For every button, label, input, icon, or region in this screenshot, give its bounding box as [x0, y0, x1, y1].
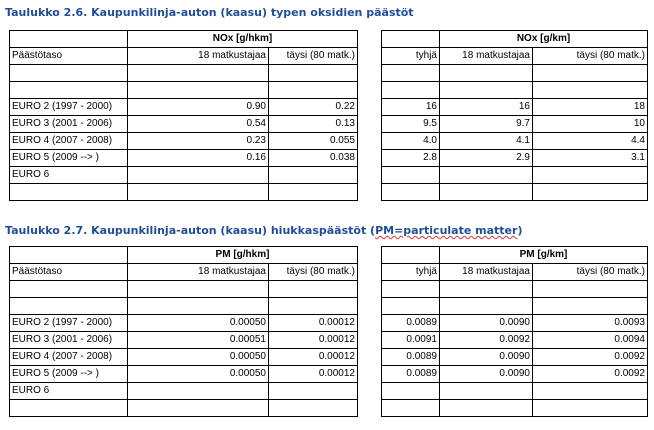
row-label: EURO 5 (2009 --> ) — [10, 366, 128, 383]
cell-value — [440, 383, 533, 400]
table-row — [10, 315, 648, 332]
caption-text: Taulukko 2.7. Kaupunkilinja-auton (kaasu) hiukkaspäästöt ( — [5, 224, 376, 237]
table-row — [10, 133, 648, 150]
pm-table — [9, 246, 648, 417]
table-row — [10, 332, 648, 349]
cell-value — [382, 167, 440, 184]
subheader-full: täysi (80 matk.) — [533, 264, 648, 281]
subheader-18-passengers: 18 matkustajaa — [128, 48, 269, 65]
cell-value: 0.0090 — [440, 315, 533, 332]
cell-value: 0.0089 — [382, 315, 440, 332]
cell-value: 0.13 — [269, 116, 358, 133]
emission-level-label: Päästötaso — [10, 48, 128, 65]
row-label: EURO 2 (1997 - 2000) — [10, 99, 128, 116]
cell-value: 0.00012 — [269, 349, 358, 366]
subheader-full: täysi (80 matk.) — [269, 264, 358, 281]
table-row — [10, 150, 648, 167]
table-row — [10, 116, 648, 133]
cell-value: 9.5 — [382, 116, 440, 133]
cell-value: 16 — [382, 99, 440, 116]
cell-value: 0.0091 — [382, 332, 440, 349]
cell-value: 0.0092 — [440, 332, 533, 349]
subheader-empty: tyhjä — [382, 48, 440, 65]
nox-table — [9, 30, 648, 201]
cell-value: 0.038 — [269, 150, 358, 167]
cell-value: 0.00012 — [269, 366, 358, 383]
subheader-full: täysi (80 matk.) — [269, 48, 358, 65]
row-label: EURO 6 — [10, 383, 128, 400]
cell-value: 0.00051 — [128, 332, 269, 349]
cell-value — [533, 167, 648, 184]
table-row — [10, 349, 648, 366]
cell-value: 0.16 — [128, 150, 269, 167]
cell-value: 4.4 — [533, 133, 648, 150]
cell-value: 2.9 — [440, 150, 533, 167]
cell-value: 0.54 — [128, 116, 269, 133]
cell-value — [128, 383, 269, 400]
cell-value — [128, 167, 269, 184]
cell-value: 0.00050 — [128, 366, 269, 383]
emission-level-label: Päästötaso — [10, 264, 128, 281]
cell-value: 0.0094 — [533, 332, 648, 349]
cell-value: 0.0092 — [533, 349, 648, 366]
row-label: EURO 3 (2001 - 2006) — [10, 332, 128, 349]
table-row — [10, 383, 648, 400]
cell-value: 9.7 — [440, 116, 533, 133]
cell-value: 0.00012 — [269, 332, 358, 349]
row-label: EURO 4 (2007 - 2008) — [10, 133, 128, 150]
cell-value: 0.23 — [128, 133, 269, 150]
row-label: EURO 5 (2009 --> ) — [10, 150, 128, 167]
cell-value: 0.055 — [269, 133, 358, 150]
cell-value: 0.0090 — [440, 366, 533, 383]
nox-per-hkm-header: NOx [g/hkm] — [128, 31, 358, 48]
pm-per-km-header: PM [g/km] — [440, 247, 648, 264]
cell-value: 0.0089 — [382, 349, 440, 366]
cell-value: 4.0 — [382, 133, 440, 150]
cell-value: 0.0090 — [440, 349, 533, 366]
cell-value — [269, 383, 358, 400]
subheader-18-passengers: 18 matkustajaa — [440, 264, 533, 281]
cell-value — [269, 167, 358, 184]
cell-value — [382, 383, 440, 400]
cell-value: 16 — [440, 99, 533, 116]
pm-per-hkm-header: PM [g/hkm] — [128, 247, 358, 264]
cell-value: 0.00050 — [128, 315, 269, 332]
table1-caption: Taulukko 2.6. Kaupunkilinja-auton (kaasu) typen oksidien päästöt — [5, 6, 414, 19]
cell-value: 0.00050 — [128, 349, 269, 366]
caption-spellcheck-mark: PM=particulate matter — [375, 224, 518, 237]
cell-value — [533, 383, 648, 400]
caption-text: ) — [517, 224, 523, 237]
table2-caption — [5, 224, 522, 237]
row-label: EURO 6 — [10, 167, 128, 184]
row-label: EURO 3 (2001 - 2006) — [10, 116, 128, 133]
cell-value: 4.1 — [440, 133, 533, 150]
cell-value: 10 — [533, 116, 648, 133]
table-row — [10, 99, 648, 116]
cell-value: 0.00012 — [269, 315, 358, 332]
cell-value: 2.8 — [382, 150, 440, 167]
cell-value: 0.90 — [128, 99, 269, 116]
cell-value: 0.0092 — [533, 366, 648, 383]
row-label: EURO 4 (2007 - 2008) — [10, 349, 128, 366]
subheader-18-passengers: 18 matkustajaa — [128, 264, 269, 281]
cell-value: 0.0089 — [382, 366, 440, 383]
nox-per-km-header: NOx [g/km] — [440, 31, 648, 48]
cell-value: 0.0093 — [533, 315, 648, 332]
cell-value — [440, 167, 533, 184]
cell-value: 18 — [533, 99, 648, 116]
row-label: EURO 2 (1997 - 2000) — [10, 315, 128, 332]
cell-value: 3.1 — [533, 150, 648, 167]
subheader-full: täysi (80 matk.) — [533, 48, 648, 65]
table-row — [10, 366, 648, 383]
subheader-18-passengers: 18 matkustajaa — [440, 48, 533, 65]
cell-value: 0.22 — [269, 99, 358, 116]
table-row — [10, 167, 648, 184]
subheader-empty: tyhjä — [382, 264, 440, 281]
